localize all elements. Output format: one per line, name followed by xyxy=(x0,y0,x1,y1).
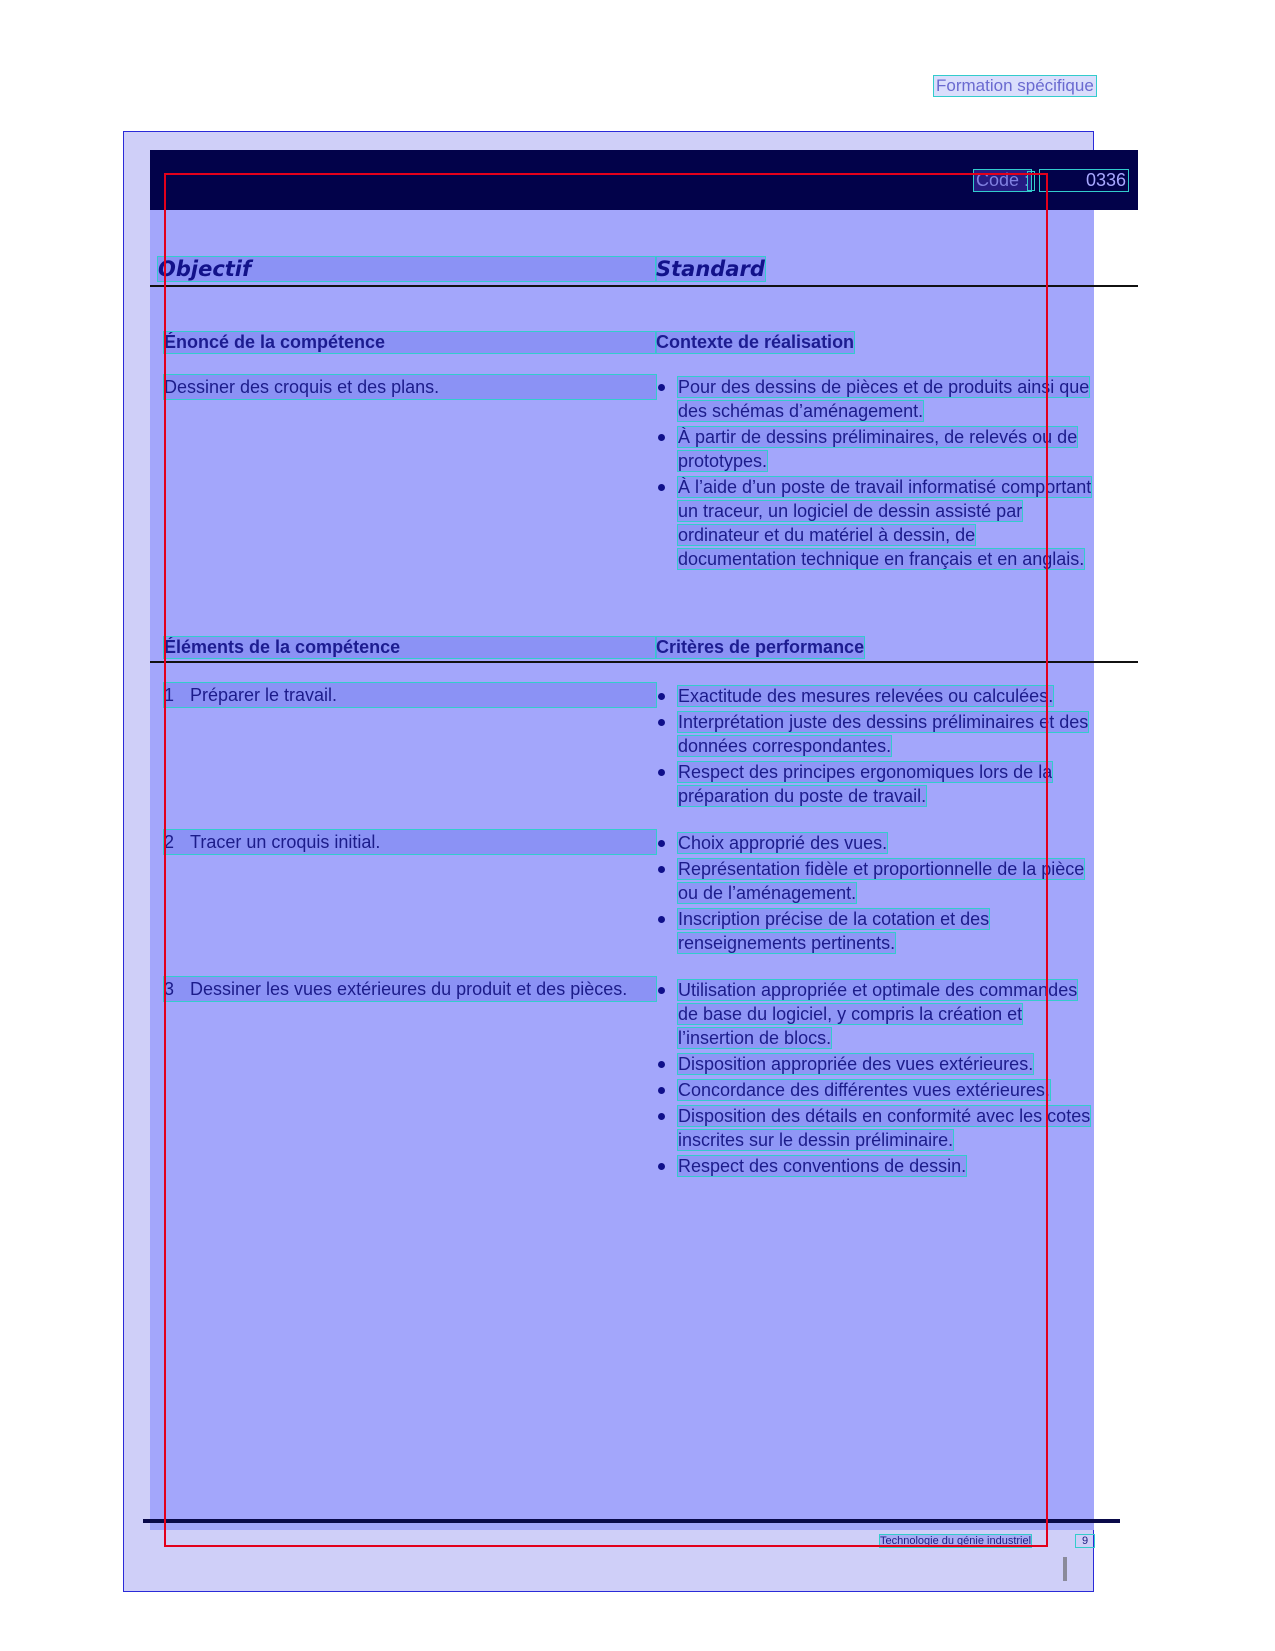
page-mark xyxy=(1063,1557,1067,1581)
bullet-icon xyxy=(658,1163,665,1170)
list-item: Représentation fidèle et proportionnelle de la pièce ou de l’aménagement. xyxy=(656,857,1098,905)
list-item: À partir de dessins préliminaires, de relevés ou de prototypes. xyxy=(656,425,1098,473)
bullet-icon xyxy=(658,484,665,491)
bullet-icon xyxy=(658,1113,665,1120)
code-value: 0336 xyxy=(1040,170,1128,191)
bullet-icon xyxy=(658,840,665,847)
bullet-icon xyxy=(658,769,665,776)
criteria-list xyxy=(656,684,1098,810)
divider xyxy=(150,661,1138,663)
footer-divider xyxy=(143,1519,1120,1523)
element-item xyxy=(164,683,656,707)
element-item xyxy=(164,977,656,1001)
enonce-text: Dessiner des croquis et des plans. xyxy=(164,375,656,399)
footer-text: Technologie du génie industriel xyxy=(880,1535,1032,1547)
element-number: 3 xyxy=(164,979,175,999)
bullet-icon xyxy=(658,866,665,873)
divider xyxy=(150,285,1138,287)
criteres-title: Critères de performance xyxy=(656,637,865,657)
criteria-list xyxy=(656,831,1098,957)
element-label: Tracer un croquis initial. xyxy=(190,832,381,852)
page-number: 9 xyxy=(1076,1535,1094,1547)
enonce-title: Énoncé de la compétence xyxy=(164,332,656,353)
element-label: Préparer le travail. xyxy=(190,685,338,705)
element-item xyxy=(164,830,656,854)
standard-heading: Standard xyxy=(656,257,765,281)
contexte-list xyxy=(656,375,1098,573)
list-item: Concordance des différentes vues extérieures. xyxy=(656,1078,1098,1102)
bullet-icon xyxy=(658,916,665,923)
code-label: Code : xyxy=(976,170,1030,190)
element-number: 1 xyxy=(164,685,175,705)
list-item: Respect des conventions de dessin. xyxy=(656,1154,1098,1178)
contexte-title: Contexte de réalisation xyxy=(656,332,855,352)
list-item: Utilisation appropriée et optimale des commandes de base du logiciel, y compris la création et l’insertion de blocs. xyxy=(656,978,1098,1050)
element-label: Dessiner les vues extérieures du produit et des pièces. xyxy=(190,979,628,999)
list-item: Inscription précise de la cotation et des renseignements pertinents. xyxy=(656,907,1098,955)
bullet-icon xyxy=(658,384,665,391)
list-item: Exactitude des mesures relevées ou calculées. xyxy=(656,684,1098,708)
element-number: 2 xyxy=(164,832,175,852)
bullet-icon xyxy=(658,434,665,441)
bullet-icon xyxy=(658,987,665,994)
elements-title: Éléments de la compétence xyxy=(164,637,656,658)
list-item: Interprétation juste des dessins préliminaires et des données correspondantes. xyxy=(656,710,1098,758)
list-item: À l’aide d’un poste de travail informatisé comportant un traceur, un logiciel de dessin assisté par ordinateur et du matériel à dessin, de documentation technique en français et en anglais. xyxy=(656,475,1098,571)
code-separator xyxy=(1028,172,1034,190)
objectif-heading: Objectif xyxy=(158,257,656,281)
list-item: Disposition des détails en conformité avec les cotes inscrites sur le dessin préliminaire. xyxy=(656,1104,1098,1152)
criteria-list xyxy=(656,978,1098,1180)
list-item: Pour des dessins de pièces et de produits ainsi que des schémas d’aménagement. xyxy=(656,375,1098,423)
list-item: Choix approprié des vues. xyxy=(656,831,1098,855)
list-item: Respect des principes ergonomiques lors de la préparation du poste de travail. xyxy=(656,760,1098,808)
bullet-icon xyxy=(658,1061,665,1068)
document-section-label: Formation spécifique xyxy=(936,76,1094,95)
bullet-icon xyxy=(658,1087,665,1094)
bullet-icon xyxy=(658,719,665,726)
bullet-icon xyxy=(658,693,665,700)
list-item: Disposition appropriée des vues extérieures. xyxy=(656,1052,1098,1076)
